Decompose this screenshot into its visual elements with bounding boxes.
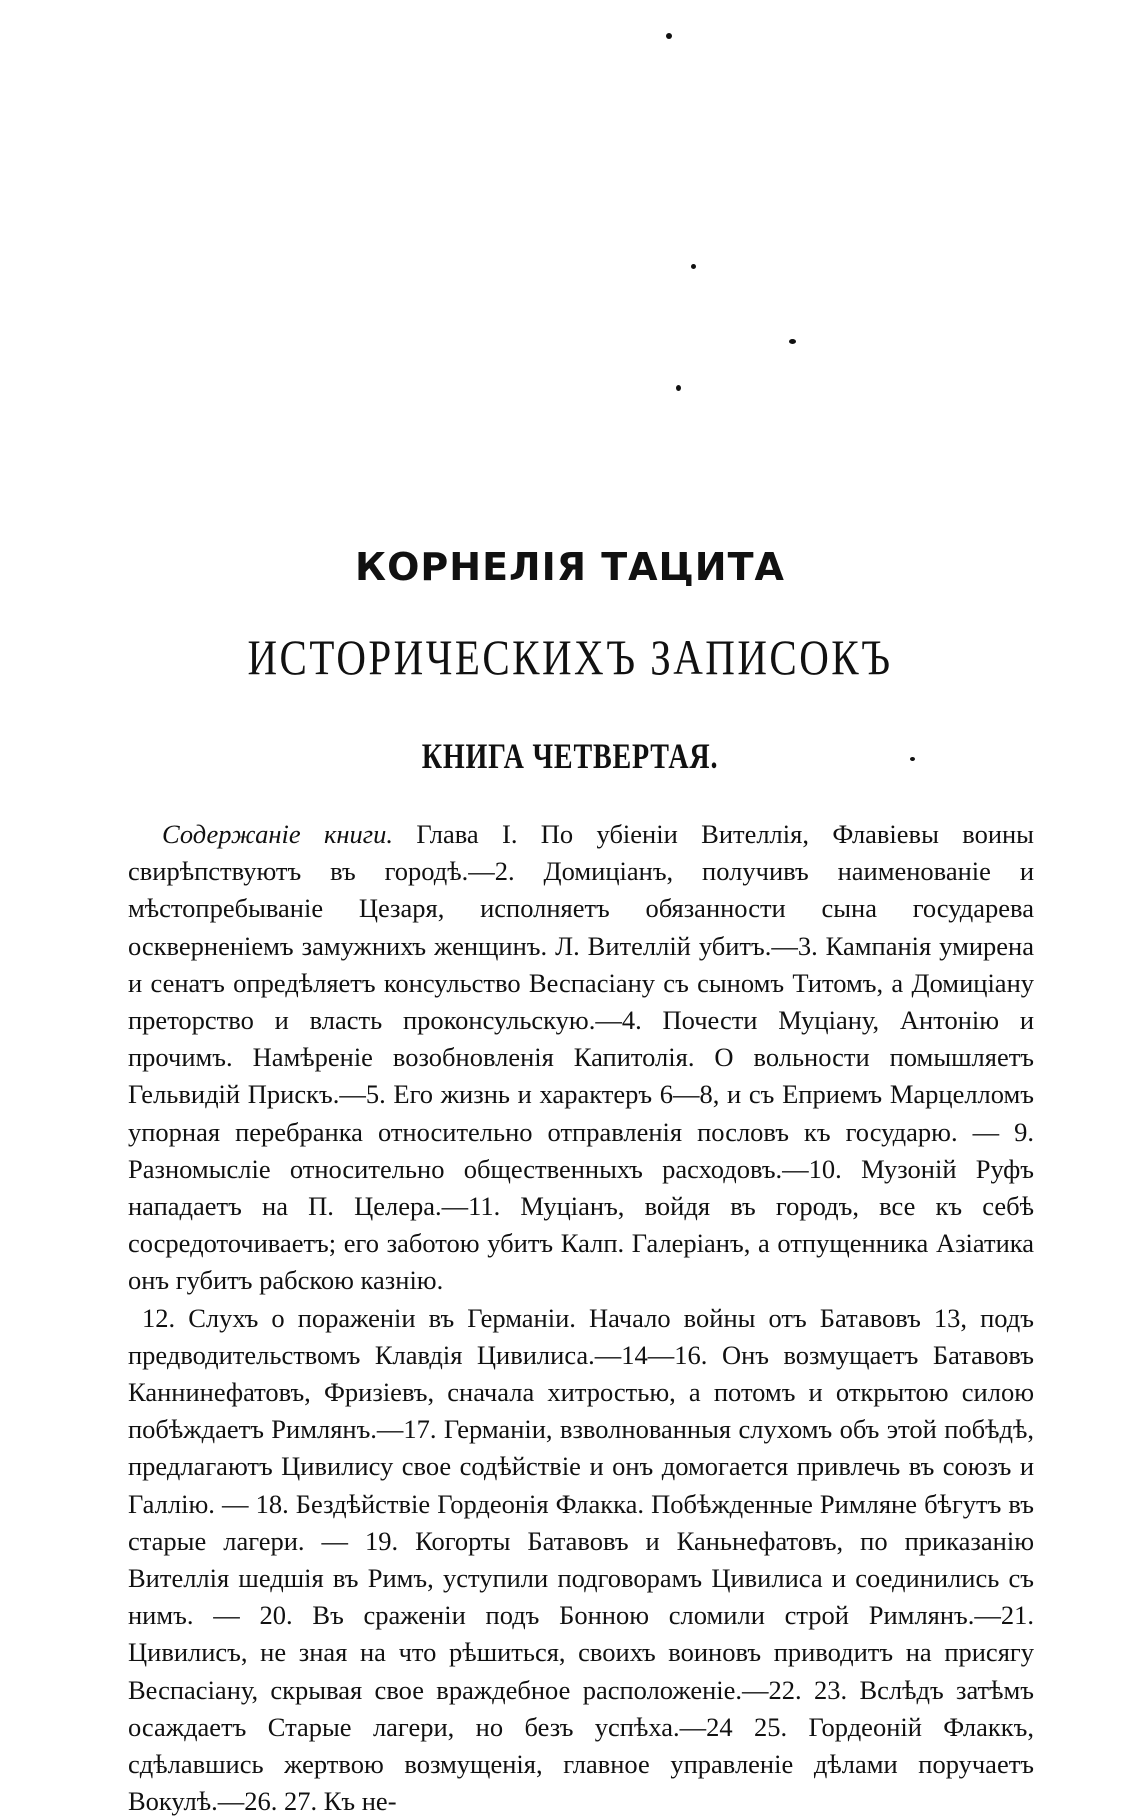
book-contents <box>128 816 1034 1820</box>
contents-text-1: Глава I. По убіеніи Вителлія, Флавіевы воины свирѣпствуютъ въ городѣ.—2. Домиціанъ, получивъ наименованіе и мѣстопребываніе Цезаря, исполняетъ обязанности сына государева оскверненіемъ замужнихъ женщинъ. Л. Вителлій убитъ.—3. Кампанія умирена и сенатъ опредѣляетъ консульство Веспасіану съ сыномъ Титомъ, а Домиціану преторство и власть проконсульскую.—4. Почести Муціану, Антонію и прочимъ. Намѣреніе возобновленія Капитолія. О вольности помышляетъ Гельвидій Прискъ.—5. Его жизнь и характеръ 6—8, и съ Еприемъ Марцелломъ упорная перебранка относительно отправленія пословъ къ государю. — 9. Разномысліе относительно общественныхъ расходовъ.—10. Музоній Руфъ нападаетъ на П. Целера.—11. Муціанъ, войдя въ городъ, все къ себѣ сосредоточиваетъ; его заботою убитъ Калп. Галеріанъ, а отпущенника Азіатика онъ губитъ рабскою казнію. <box>128 819 1034 1296</box>
contents-paragraph-2: 12. Слухъ о пораженіи въ Германіи. Начало войны отъ Батавовъ 13, подъ предводительствомъ Клавдія Цивилиса.—14—16. Онъ возмущаетъ Батавовъ Каннинефатовъ, Фризіевъ, сначала хитростью, а потомъ и открытою силою побѣждаетъ Римлянъ.—17. Германіи, взволнованныя слухомъ объ этой побѣдѣ, предлагаютъ Цивилису свое содѣйствіе и онъ домогается привлечь въ союзъ и Галлію. — 18. Бездѣйствіе Гордеонія Флакка. Побѣжденные Римляне бѣгутъ въ старые лагери. — 19. Когорты Батавовъ и Каньнефатовъ, по приказанію Вителлія шедшія въ Римъ, уступили подговорамъ Цивилиса и соединились съ нимъ. — 20. Въ сраженіи подъ Бонною сломили строй Римлянъ.—21. Цивилисъ, не зная на что рѣшиться, своихъ воиновъ приводитъ на присягу Веспасіану, скрывая свое враждебное расположеніе.—22. 23. Вслѣдъ затѣмъ осаждаетъ Старые лагери, но безъ успѣха.—24 25. Гордеоній Флаккъ, сдѣлавшись жертвою возмущенія, главное управленіе дѣлами поручаетъ Вокулѣ.—26. 27. Къ не- <box>128 1302 1034 1817</box>
work-title: ИСТОРИЧЕСКИХЪ ЗАПИСОКЪ <box>247 629 893 685</box>
ink-speck <box>666 33 672 39</box>
ink-speck <box>676 385 681 391</box>
author-heading: КОРНЕЛІЯ ТАЦИТА <box>355 545 785 589</box>
ink-speck <box>789 339 796 344</box>
ink-speck <box>691 264 696 269</box>
contents-paragraph-1 <box>128 816 1034 1300</box>
book-title: КНИГА ЧЕТВЕРТАЯ. <box>421 736 719 776</box>
contents-label: Содержаніе книги. <box>162 819 394 849</box>
